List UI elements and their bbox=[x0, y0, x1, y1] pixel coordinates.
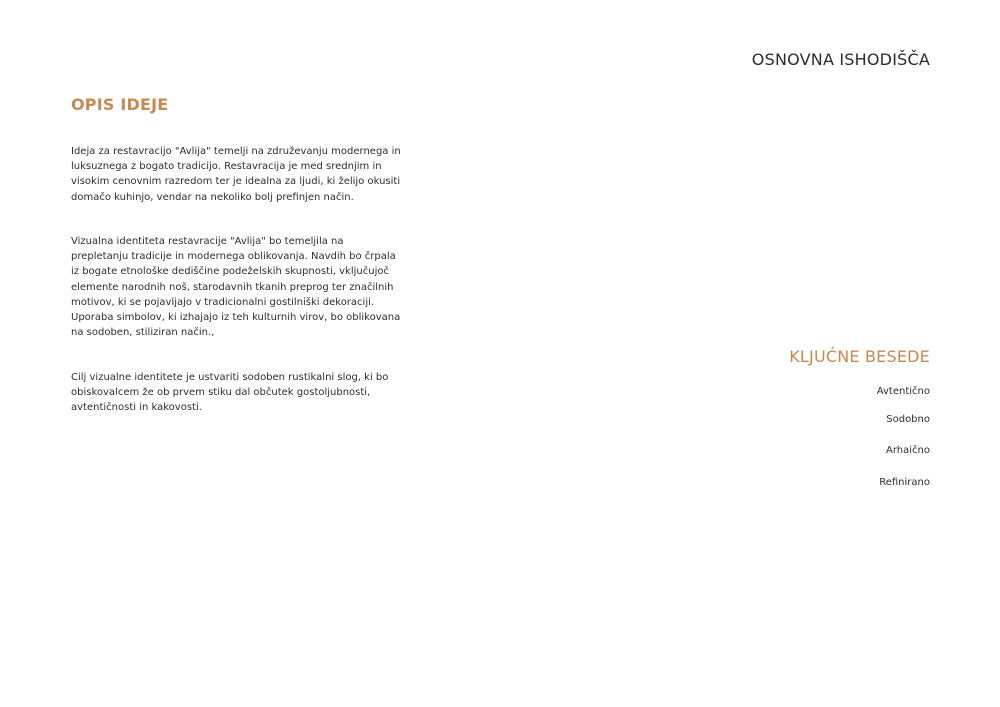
keyword-item: Avtentično bbox=[876, 386, 930, 397]
keyword-item: Sodobno bbox=[886, 414, 930, 425]
idea-paragraph-1: Ideja za restavracijo "Avlija" temelji na združevanju modernega in luksuznega z bogato tradicijo. Restavracija je med srednjim in visokim cenovnim razredom ter je idealna za ljudi, ki želijo okusiti domačo kuhinjo, vendar na nekoliko bolj prefinjen način. bbox=[71, 146, 401, 203]
keyword-item: Refinirano bbox=[879, 477, 930, 488]
keywords-heading: KLJUĆNE BESEDE bbox=[789, 347, 930, 366]
idea-heading: OPIS IDEJE bbox=[71, 95, 169, 114]
keyword-item: Arhaično bbox=[886, 445, 930, 456]
idea-paragraph-2: Vizualna identiteta restavracije "Avlija" bo temeljila na prepletanju tradicije in modernega oblikovanja. Navdih bo črpala iz bogate etnološke dediščine podeželskih skupnosti, vključujoč elemente narodnih noš, starodavnih tkanih preprog ter značilnih motivov, ki se pojavljajo v tradicionalni gostilniški dekoraciji. Uporaba simbolov, ki izhajajo iz teh kulturnih virov, bo oblikovana na sodoben, stiliziran način., bbox=[71, 236, 401, 339]
page-title: OSNOVNA ISHODIŠČA bbox=[751, 50, 930, 69]
idea-section bbox=[71, 95, 411, 414]
keywords-section bbox=[789, 347, 930, 488]
idea-paragraph-3: Cilj vizualne identitete je ustvariti sodoben rustikalni slog, ki bo obiskovalcem že ob prvem stiku dal občutek gostoljubnosti, avtentičnosti in kakovosti. bbox=[71, 372, 389, 414]
